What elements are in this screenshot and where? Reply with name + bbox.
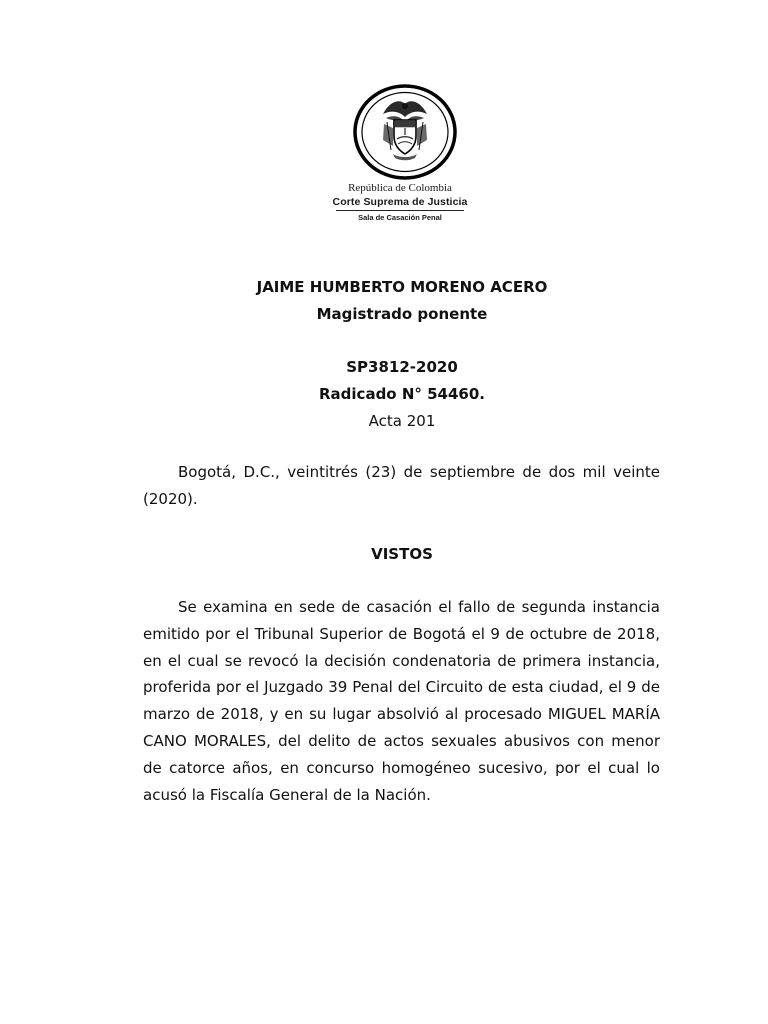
header-divider <box>336 210 464 211</box>
vistos-paragraph-block <box>143 594 660 808</box>
coat-of-arms-seal-icon <box>353 84 457 180</box>
date-paragraph: Bogotá, D.C., veintitrés (23) de septiembre de dos mil veinte (2020). <box>143 463 660 508</box>
radicado-number: Radicado N° 54460. <box>319 385 485 403</box>
chamber-name: Sala de Casación Penal <box>358 213 442 222</box>
date-paragraph-block <box>143 459 660 513</box>
acta-number: Acta 201 <box>368 412 436 430</box>
ruling-code: SP3812-2020 <box>346 358 458 376</box>
court-header <box>330 182 470 223</box>
court-name: Corte Suprema de Justicia <box>332 196 468 208</box>
section-title: VISTOS <box>371 545 433 563</box>
republic-name: República de Colombia <box>348 182 452 194</box>
vistos-paragraph: Se examina en sede de casación el fallo de segunda instancia emitido por el Tribunal Superior de Bogotá el 9 de octubre de 2018, en el cual se revocó la decisión condenatoria de primera instancia, proferida por el Juzgado 39 Penal del Circuito de esta ciudad, el 9 de marzo de 2018, y en su lugar absolvió al procesado MIGUEL MARÍA CANO MORALES, del delito de actos sexuales abusivos con menor de catorce años, en concurso homogéneo sucesivo, por el cual lo acusó la Fiscalía General de la Nación. <box>143 598 660 804</box>
magistrate-name: JAIME HUMBERTO MORENO ACERO <box>256 278 548 296</box>
magistrate-role: Magistrado ponente <box>316 305 488 323</box>
